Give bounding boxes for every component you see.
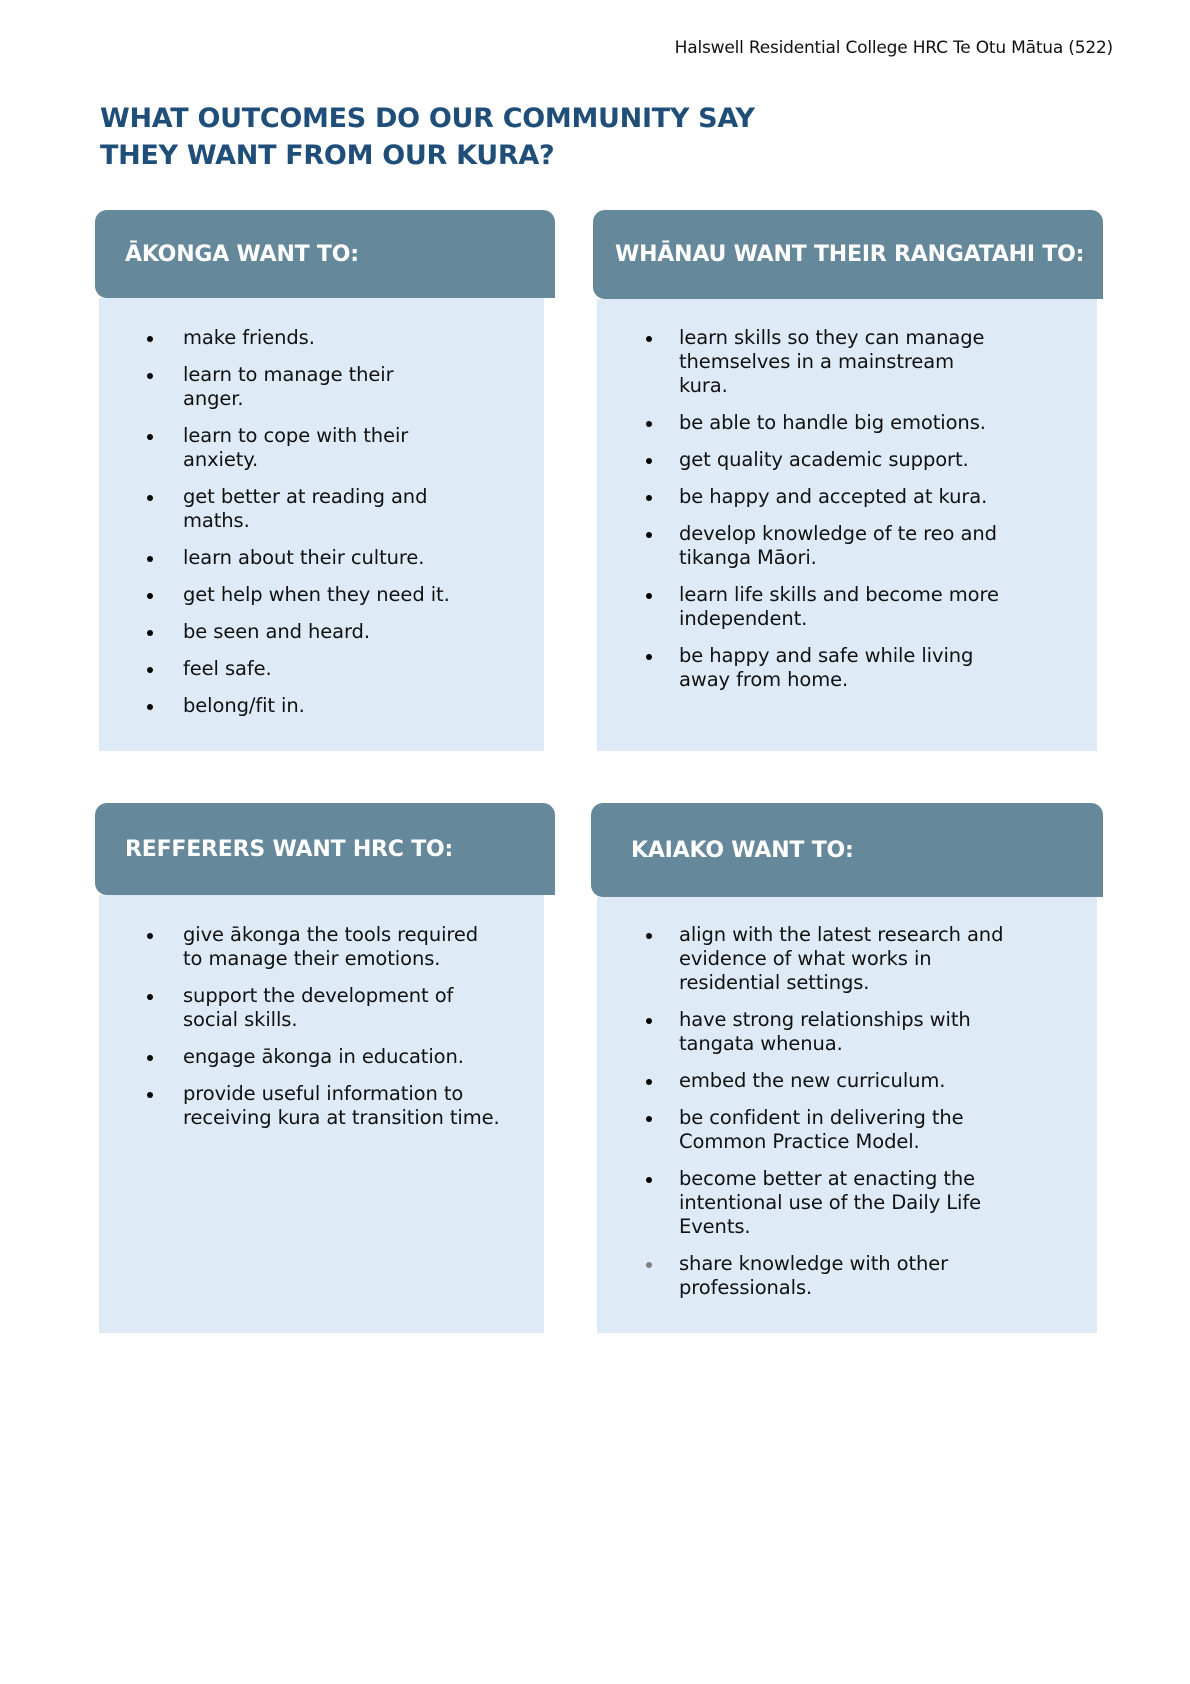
bullet-icon: [646, 495, 652, 501]
list-item: [99, 1045, 544, 1069]
akonga-panel-heading: ĀKONGA WANT TO:: [125, 241, 359, 267]
list-item: [99, 363, 544, 411]
bullet-icon: [147, 667, 153, 673]
list-item-text: learn to cope with their anxiety.: [183, 424, 409, 471]
bullet-icon: [646, 336, 652, 342]
list-item-text: be able to handle big emotions.: [679, 411, 986, 434]
bullet-icon: [147, 630, 153, 636]
akonga-list: [99, 326, 544, 718]
list-item: [597, 583, 1097, 631]
bullet-icon: [646, 593, 652, 599]
list-item-text: learn life skills and become more independent.: [679, 583, 999, 630]
list-item: [597, 644, 1097, 692]
page-title: [100, 100, 755, 174]
list-item-text: give ākonga the tools required to manage their emotions.: [183, 923, 479, 970]
bullet-icon: [646, 1177, 652, 1183]
list-item-text: become better at enacting the intentional use of the Daily Life Events.: [679, 1167, 981, 1238]
list-item-text: feel safe.: [183, 657, 272, 680]
bullet-icon: [147, 336, 153, 342]
list-item: [597, 1167, 1097, 1239]
list-item-text: get quality academic support.: [679, 448, 969, 471]
refferers-panel-header: [95, 803, 555, 895]
kaiako-panel-heading: KAIAKO WANT TO:: [631, 837, 854, 863]
bullet-icon: [646, 1018, 652, 1024]
bullet-icon: [646, 532, 652, 538]
bullet-icon: [646, 1079, 652, 1085]
list-item: [597, 923, 1097, 995]
bullet-icon: [646, 421, 652, 427]
bullet-icon: [147, 556, 153, 562]
list-item: [99, 694, 544, 718]
list-item-text: align with the latest research and evidence of what works in residential settings.: [679, 923, 1004, 994]
refferers-list: [99, 923, 544, 1130]
bullet-icon: [646, 1262, 652, 1268]
list-item-text: belong/fit in.: [183, 694, 305, 717]
list-item: [99, 485, 544, 533]
list-item: [99, 424, 544, 472]
list-item: [597, 1069, 1097, 1093]
list-item-text: embed the new curriculum.: [679, 1069, 946, 1092]
bullet-icon: [147, 1055, 153, 1061]
list-item-text: develop knowledge of te reo and tikanga Māori.: [679, 522, 997, 569]
list-item-text: learn skills so they can manage themselves in a mainstream kura.: [679, 326, 985, 397]
bullet-icon: [147, 704, 153, 710]
list-item-text: support the development of social skills.: [183, 984, 454, 1031]
bullet-icon: [147, 933, 153, 939]
list-item: [597, 1106, 1097, 1154]
list-item-text: engage ākonga in education.: [183, 1045, 464, 1068]
list-item-text: get help when they need it.: [183, 583, 450, 606]
list-item: [99, 583, 544, 607]
list-item: [99, 984, 544, 1032]
list-item: [597, 448, 1097, 472]
list-item: [597, 1252, 1097, 1300]
refferers-panel-heading: REFFERERS WANT HRC TO:: [125, 836, 454, 862]
kaiako-list: [597, 923, 1097, 1300]
list-item-text: be seen and heard.: [183, 620, 370, 643]
page-title-line-2: THEY WANT FROM OUR KURA?: [100, 140, 555, 171]
akonga-panel-header: [95, 210, 555, 298]
list-item-text: provide useful information to receiving kura at transition time.: [183, 1082, 500, 1129]
list-item-text: learn about their culture.: [183, 546, 425, 569]
bullet-icon: [147, 434, 153, 440]
list-item: [597, 485, 1097, 509]
list-item: [99, 546, 544, 570]
akonga-panel-body: [99, 298, 544, 751]
list-item: [99, 657, 544, 681]
list-item: [597, 522, 1097, 570]
list-item-text: have strong relationships with tangata whenua.: [679, 1008, 971, 1055]
list-item-text: get better at reading and maths.: [183, 485, 428, 532]
whanau-list: [597, 326, 1097, 692]
list-item-text: be happy and accepted at kura.: [679, 485, 988, 508]
bullet-icon: [646, 1116, 652, 1122]
list-item: [99, 326, 544, 350]
running-header: Halswell Residential College HRC Te Otu Mātua (522): [674, 38, 1113, 58]
whanau-panel-header: [593, 210, 1103, 299]
whanau-panel-heading: WHĀNAU WANT THEIR RANGATAHI TO:: [615, 242, 1085, 267]
list-item-text: be confident in delivering the Common Practice Model.: [679, 1106, 964, 1153]
bullet-icon: [147, 495, 153, 501]
list-item: [99, 1082, 544, 1130]
kaiako-panel-body: [597, 897, 1097, 1333]
list-item: [99, 923, 544, 971]
list-item: [597, 411, 1097, 435]
list-item: [597, 326, 1097, 398]
list-item-text: learn to manage their anger.: [183, 363, 394, 410]
kaiako-panel-header: [591, 803, 1103, 897]
list-item-text: share knowledge with other professionals.: [679, 1252, 949, 1299]
list-item: [597, 1008, 1097, 1056]
whanau-panel-body: [597, 299, 1097, 751]
list-item: [99, 620, 544, 644]
bullet-icon: [646, 933, 652, 939]
list-item-text: be happy and safe while living away from home.: [679, 644, 974, 691]
refferers-panel-body: [99, 895, 544, 1333]
page-title-line-1: WHAT OUTCOMES DO OUR COMMUNITY SAY: [100, 103, 755, 134]
bullet-icon: [147, 373, 153, 379]
bullet-icon: [147, 994, 153, 1000]
bullet-icon: [147, 1092, 153, 1098]
bullet-icon: [147, 593, 153, 599]
bullet-icon: [646, 654, 652, 660]
bullet-icon: [646, 458, 652, 464]
list-item-text: make friends.: [183, 326, 315, 349]
